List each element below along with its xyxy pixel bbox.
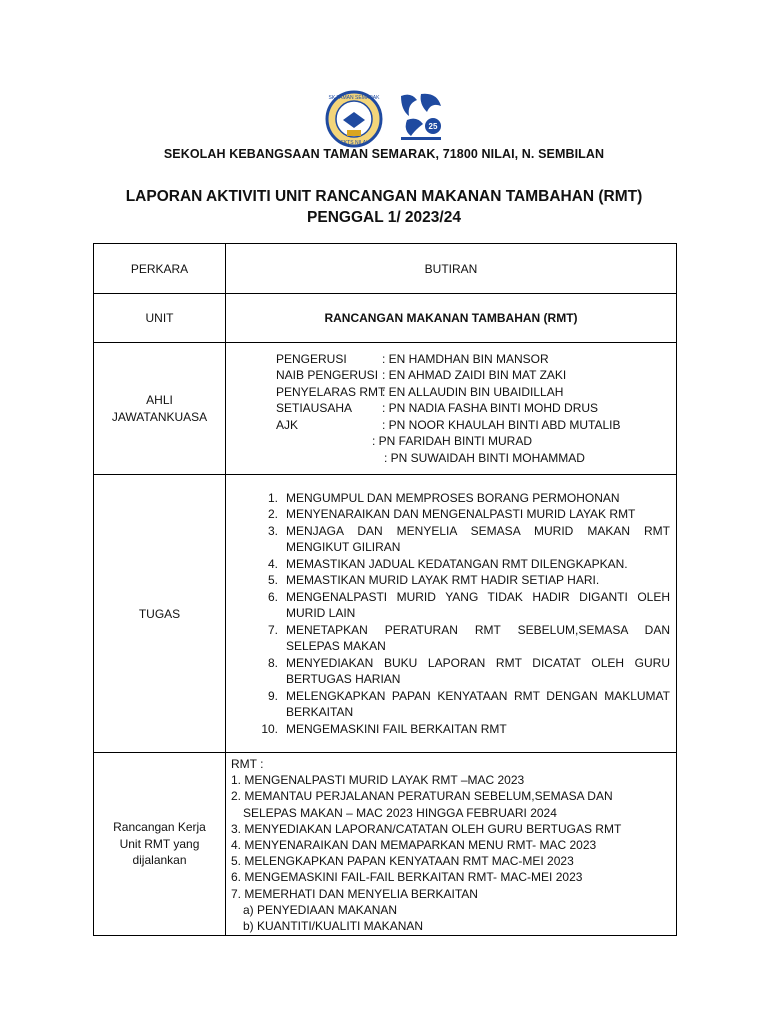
list-item: 7. MEMERHATI DAN MENYELIA BERKAITAN [231,886,478,901]
ajk-member: NAIB PENGERUSI : EN AHMAD ZAIDI BIN MAT ZAKI [276,368,567,383]
list-item: 1. MENGUMPUL DAN MEMPROSES BORANG PERMOHONAN [267,490,620,505]
list-item: 3. MENYEDIAKAN LAPORAN/CATATAN OLEH GURU BERTUGAS RMT [231,821,622,836]
unit-label: UNIT [94,294,226,343]
anniversary-logo [397,90,445,142]
ajk-member: SETIAUSAHA : PN NADIA FASHA BINTI MOHD DRUS [276,401,599,416]
tugas-label: TUGAS [94,475,226,753]
ajk-member-extra: : PN SUWAIDAH BINTI MOHAMMAD [384,450,585,465]
tugas-list [226,490,676,738]
list-item: 6. MENGEMASKINI FAIL-FAIL BERKAITAN RMT- MAC-MEI 2023 [231,870,583,885]
logo-text-top: SK TAMAN SEMARAK [328,95,380,101]
ajk-label-line1: AHLI [146,393,173,407]
table-row-unit [94,294,677,343]
list-item: 2. MENYENARAIKAN DAN MENGENALPASTI MURID LAYAK RMT [267,507,636,522]
tugas-list-cell [226,475,677,753]
table-row-rancangan [94,753,677,936]
list-item: 6. MENGENALPASTI MURID YANG TIDAK HADIR DIGANTI OLEH MURID LAIN [267,589,670,621]
rancangan-content [226,753,677,936]
ajk-member: PENYELARAS RMT : EN ALLAUDIN BIN UBAIDILLAH [276,384,564,399]
list-item: b) KUANTITI/KUALITI MAKANAN [243,919,424,934]
ajk-label [94,343,226,475]
header-perkara: PERKARA [94,244,226,294]
ajk-members [226,343,677,475]
unit-value: RANCANGAN MAKANAN TAMBAHAN (RMT) [226,294,677,343]
logo-group [0,90,768,148]
rancangan-label-line2: Unit RMT yang [119,836,200,851]
list-item: 7. MENETAPKAN PERATURAN RMT SEBELUM,SEMASA DAN SELEPAS MAKAN [267,622,670,654]
list-item: 2. MEMANTAU PERJALANAN PERATURAN SEBELUM,SEMASA DAN [231,789,613,804]
list-item: 4. MEMASTIKAN JADUAL KEDATANGAN RMT DILENGKAPKAN. [267,556,628,571]
report-table [93,243,677,936]
table-header-row [94,244,677,294]
table-row-tugas [94,475,677,753]
report-title-line1: LAPORAN AKTIVITI UNIT RANCANGAN MAKANAN TAMBAHAN (RMT) [125,188,643,205]
header-butiran: BUTIRAN [226,244,677,294]
school-address: SEKOLAH KEBANGSAAN TAMAN SEMARAK, 71800 NILAI, N. SEMBILAN [163,147,605,161]
table-row-ajk [94,343,677,475]
list-item: 4. MENYENARAIKAN DAN MEMAPARKAN MENU RMT- MAC 2023 [231,838,597,853]
list-item: 5. MELENGKAPKAN PAPAN KENYATAAN RMT MAC-MEI 2023 [231,854,574,869]
list-item: 10. MENGEMASKINI FAIL BERKAITAN RMT [261,721,507,736]
ajk-label-line2: JAWATANKUASA [111,409,208,424]
logo2-text: 25 [428,122,438,131]
ajk-member: AJK : PN NOOR KHAULAH BINTI ABD MUTALIB [276,417,621,432]
list-item: 5. MEMASTIKAN MURID LAYAK RMT HADIR SETIAP HARI. [267,573,600,588]
list-item: 9. MELENGKAPKAN PAPAN KENYATAAN RMT DENGAN MAKLUMAT BERKAITAN [267,688,670,720]
rancangan-heading: RMT : [231,757,264,771]
list-item: 8. MENYEDIAKAN BUKU LAPORAN RMT DICATAT OLEH GURU BERTUGAS HARIAN [267,655,670,687]
logo-text-bottom: SKTS NILAI [340,140,368,146]
report-title-line2: PENGGAL 1/ 2023/24 [307,209,461,226]
list-item: SELEPAS MAKAN – MAC 2023 HINGGA FEBRUARI 2024 [243,805,557,820]
list-item: 3. MENJAGA DAN MENYELIA SEMASA MURID MAKAN RMT MENGIKUT GILIRAN [267,523,670,555]
list-item: a) PENYEDIAAN MAKANAN [243,902,398,917]
rancangan-label-line1: Rancangan Kerja [113,820,206,835]
school-crest-logo [323,90,385,148]
list-item: 1. MENGENALPASTI MURID LAYAK RMT –MAC 2023 [231,773,525,788]
report-title [0,186,768,228]
ajk-member: PENGERUSI : EN HAMDHAN BIN MANSOR [276,351,549,366]
ajk-member-extra: : PN FARIDAH BINTI MURAD [372,434,533,449]
rancangan-label-line3: dijalankan [132,853,187,868]
rancangan-label [94,753,226,936]
